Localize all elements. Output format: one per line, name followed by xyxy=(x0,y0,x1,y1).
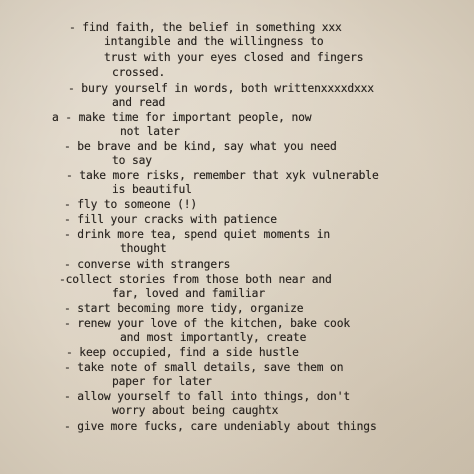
text-line: -collect stories from those both near and xyxy=(59,273,332,286)
text-line: to say xyxy=(112,154,152,167)
text-line: not later xyxy=(120,125,180,138)
text-line: is beautiful xyxy=(112,183,192,196)
text-line: - take more risks, remember that xyk vulnerable xyxy=(66,169,379,182)
text-line: and most importantly, create xyxy=(120,331,307,344)
text-line: - start becoming more tidy, organize xyxy=(64,302,304,315)
text-line: far, loved and familiar xyxy=(112,287,265,300)
text-line: - find faith, the belief in something xxx xyxy=(69,21,342,34)
text-line: - be brave and be kind, say what you need xyxy=(64,140,337,153)
text-line: and read xyxy=(112,96,166,109)
text-line: paper for later xyxy=(112,375,212,388)
text-line: - keep occupied, find a side hustle xyxy=(66,346,299,359)
text-line: - fill your cracks with patience xyxy=(64,213,277,226)
text-line: intangible and the willingness to xyxy=(104,35,324,48)
text-line: - take note of small details, save them on xyxy=(64,361,344,374)
text-line: worry about being caughtx xyxy=(112,404,279,417)
text-line: trust with your eyes closed and fingers xyxy=(104,51,364,64)
text-line: thought xyxy=(120,242,167,255)
text-line: - fly to someone (!) xyxy=(64,198,198,211)
text-line: crossed. xyxy=(112,66,166,79)
text-line: - renew your love of the kitchen, bake cook xyxy=(64,317,351,330)
text-line: - give more fucks, care undeniably about things xyxy=(64,420,377,433)
text-line: - bury yourself in words, both writtenxxxxdxxx xyxy=(68,82,374,95)
text-line: - allow yourself to fall into things, don't xyxy=(64,390,351,403)
text-line: - converse with strangers xyxy=(64,258,231,271)
text-line: - drink more tea, spend quiet moments in xyxy=(64,228,331,241)
text-line: a - make time for important people, now xyxy=(52,111,312,124)
